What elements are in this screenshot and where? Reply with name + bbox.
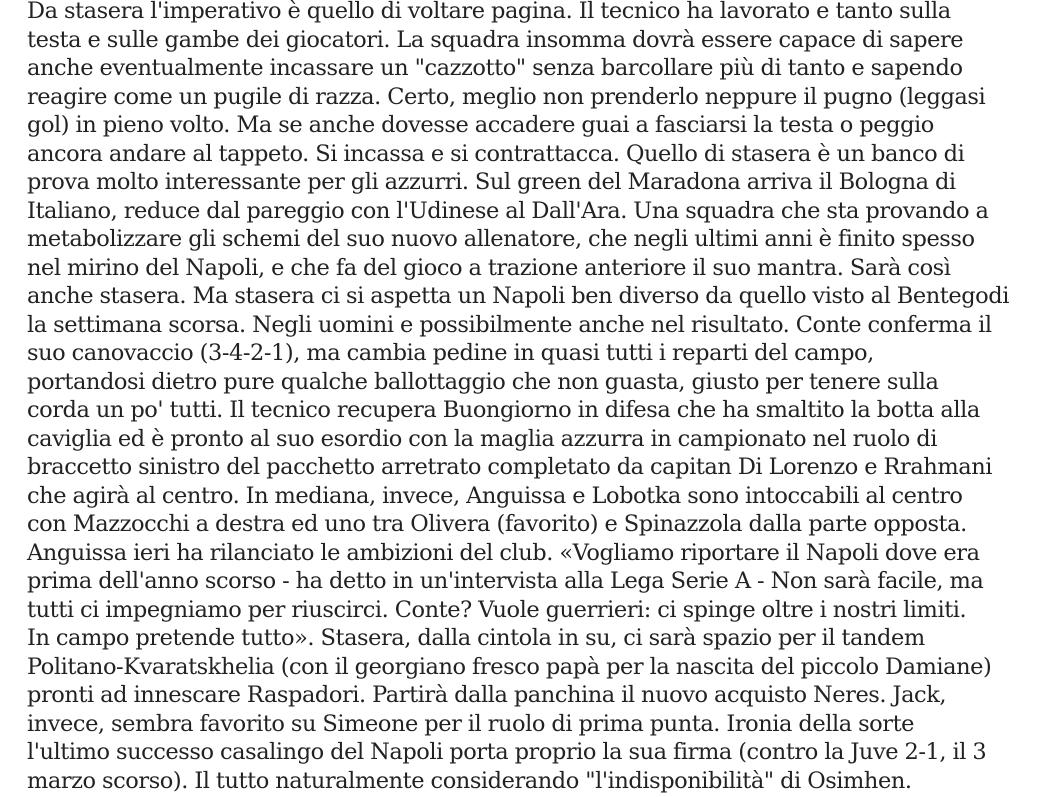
article-line: invece, sembra favorito su Simeone per il ruolo di prima punta. Ironia della sorte <box>27 710 915 737</box>
article-line: Italiano, reduce dal pareggio con l'Udinese al Dall'Ara. Una squadra che sta provando a <box>27 197 989 224</box>
article-line: In campo pretende tutto». Stasera, dalla cintola in su, ci sarà spazio per il tandem <box>27 625 925 651</box>
article-line: braccetto sinistro del pacchetto arretrato completato da capitan Di Lorenzo e Rrahmani <box>27 454 992 480</box>
article-line: Politano-Kvaratskhelia (con il georgiano fresco papà per la nascita del piccolo Damiane) <box>27 653 992 680</box>
article-line: prima dell'anno scorso - ha detto in un'intervista alla Lega Serie A - Non sarà facile, ma <box>27 568 984 594</box>
article-line: ancora andare al tappeto. Si incassa e si contrattacca. Quello di stasera è un banco di <box>27 140 965 167</box>
article-body <box>27 0 1045 795</box>
article-line: portandosi dietro pure qualche ballottaggio che non guasta, giusto per tenere sulla <box>27 368 939 395</box>
article-line: pronti ad innescare Raspadori. Partirà dalla panchina il nuovo acquisto Neres. Jack, <box>27 682 947 708</box>
article-line: tutti ci impegniamo per riuscirci. Conte? Vuole guerrieri: ci spinge oltre i nostri limiti. <box>27 596 967 623</box>
article-line: anche stasera. Ma stasera ci si aspetta un Napoli ben diverso da quello visto al Bentegodi <box>27 283 1009 309</box>
article-line: reagire come un pugile di razza. Certo, meglio non prenderlo neppure il pugno (leggasi <box>27 83 986 110</box>
article-line: la settimana scorsa. Negli uomini e possibilmente anche nel risultato. Conte conferma il <box>27 311 992 338</box>
article-line: suo canovaccio (3-4-2-1), ma cambia pedine in quasi tutti i reparti del campo, <box>27 340 874 366</box>
article-line: gol) in pieno volto. Ma se anche dovesse accadere guai a fasciarsi la testa o peggio <box>27 112 934 138</box>
article-line: corda un po' tutti. Il tecnico recupera Buongiorno in difesa che ha smaltito la botta alla <box>27 397 980 423</box>
article-line: nel mirino del Napoli, e che fa del gioco a trazione anteriore il suo mantra. Sarà così <box>27 254 951 281</box>
article-line: caviglia ed è pronto al suo esordio con la maglia azzurra in campionato nel ruolo di <box>27 425 937 452</box>
article-line: metabolizzare gli schemi del suo nuovo allenatore, che negli ultimi anni è finito spesso <box>27 226 975 252</box>
article-line: testa e sulle gambe dei giocatori. La squadra insomma dovrà essere capace di sapere <box>27 26 964 53</box>
article-line: l'ultimo successo casalingo del Napoli porta proprio la sua firma (contro la Juve 2-1, il 3 <box>27 739 987 765</box>
article-line: anche eventualmente incassare un "cazzotto" senza barcollare più di tanto e sapendo <box>27 55 963 81</box>
article-line: che agirà al centro. In mediana, invece, Anguissa e Lobotka sono intoccabili al centro <box>27 482 963 509</box>
article-line: marzo scorso). Il tutto naturalmente considerando "l'indisponibilità" di Osimhen. <box>27 767 912 794</box>
article-line: Anguissa ieri ha rilanciato le ambizioni del club. «Vogliamo riportare il Napoli dove era <box>27 539 980 566</box>
article-line: prova molto interessante per gli azzurri. Sul green del Maradona arriva il Bologna di <box>27 169 956 195</box>
article-line: con Mazzocchi a destra ed uno tra Olivera (favorito) e Spinazzola dalla parte opposta. <box>27 511 967 537</box>
article-line: Da stasera l'imperativo è quello di voltare pagina. Il tecnico ha lavorato e tanto sulla <box>27 0 951 24</box>
